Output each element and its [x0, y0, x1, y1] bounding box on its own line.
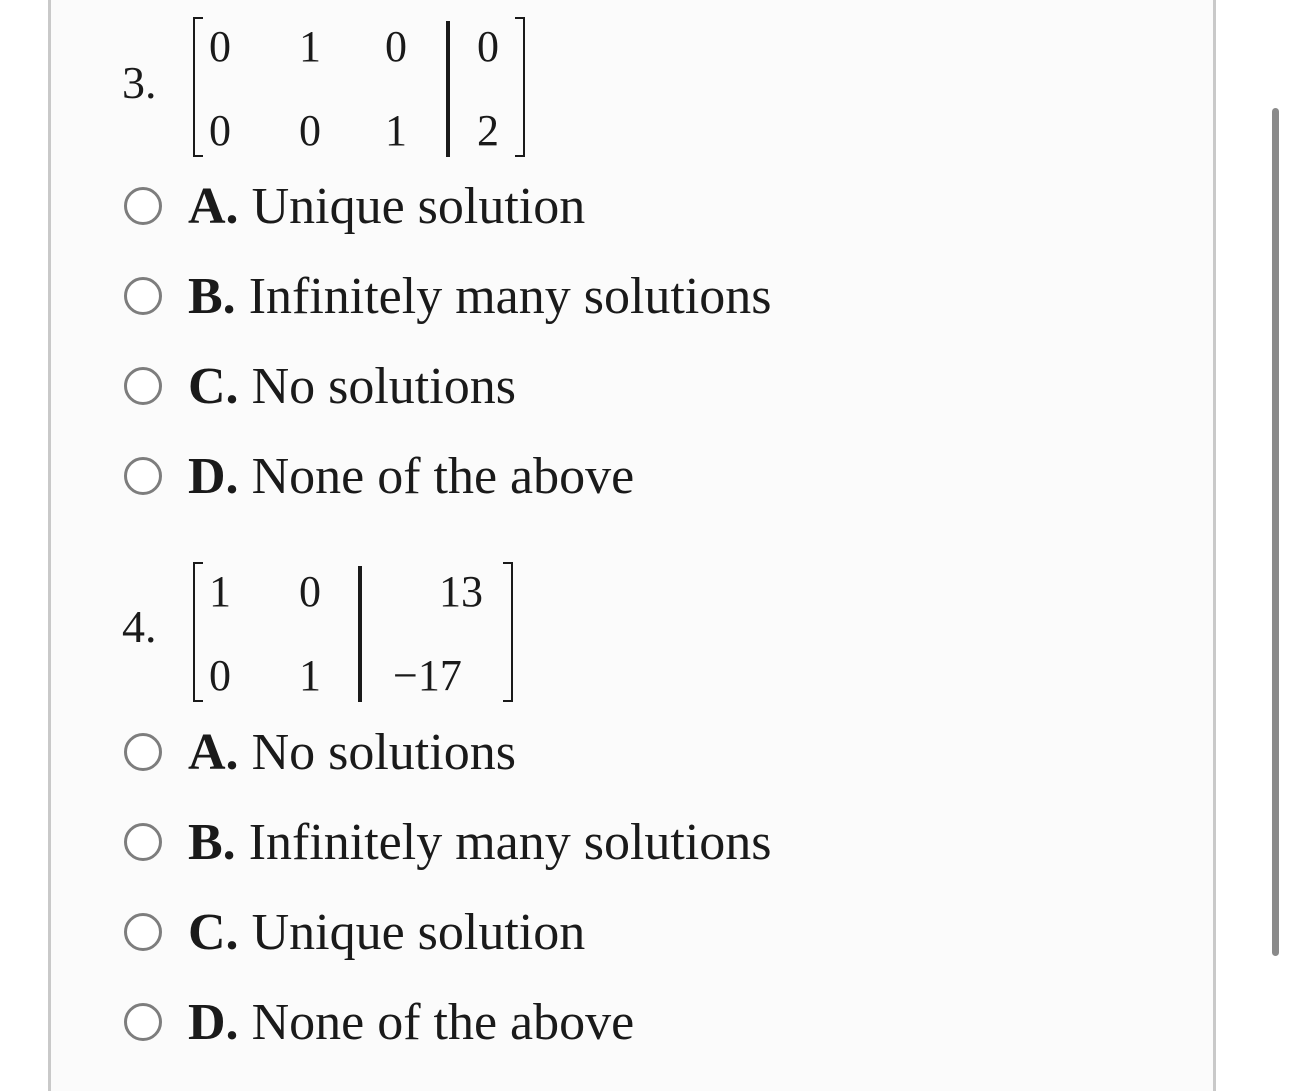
- matrix-augmented-cell: 0: [477, 22, 499, 71]
- question-4-augmented-matrix: [193, 562, 513, 702]
- question-4-number: 4.: [122, 601, 157, 652]
- question-3-option-a[interactable]: [124, 176, 585, 236]
- matrix-left-bracket: [193, 562, 203, 702]
- radio-button[interactable]: [124, 823, 162, 861]
- option-text: Infinitely many solutions: [248, 267, 772, 325]
- matrix-cell: 1: [209, 567, 231, 616]
- question-3-option-c[interactable]: [124, 356, 516, 416]
- radio-button[interactable]: [124, 733, 162, 771]
- matrix-cell: 0: [209, 106, 231, 155]
- matrix-left-bracket: [193, 17, 203, 157]
- radio-button[interactable]: [124, 913, 162, 951]
- option-letter: C.: [188, 357, 239, 415]
- question-4-option-c[interactable]: [124, 902, 585, 962]
- option-letter: D.: [188, 447, 239, 505]
- matrix-cell: 0: [299, 567, 321, 616]
- option-text: No solutions: [251, 723, 516, 781]
- option-letter: B.: [188, 267, 236, 325]
- matrix-augmented-cell: 2: [477, 106, 499, 155]
- question-4-option-d[interactable]: [124, 992, 634, 1052]
- question-4-option-b[interactable]: [124, 812, 772, 872]
- option-text: None of the above: [251, 447, 635, 505]
- option-text: Unique solution: [251, 177, 586, 235]
- matrix-right-bracket: [503, 562, 513, 702]
- radio-button[interactable]: [124, 367, 162, 405]
- matrix-cell: 1: [299, 651, 321, 700]
- option-letter: D.: [188, 993, 239, 1051]
- radio-button[interactable]: [124, 457, 162, 495]
- radio-button[interactable]: [124, 1003, 162, 1041]
- augment-divider: [358, 566, 362, 702]
- radio-button[interactable]: [124, 277, 162, 315]
- matrix-augmented-cell: 13: [439, 567, 483, 616]
- question-3-augmented-matrix: [193, 17, 525, 157]
- option-letter: A.: [188, 177, 239, 235]
- matrix-cell: 0: [385, 22, 407, 71]
- option-letter: B.: [188, 813, 236, 871]
- matrix-augmented-cell: −17: [393, 651, 462, 700]
- scrollbar-thumb[interactable]: [1272, 108, 1279, 956]
- question-3-number: 3.: [122, 57, 157, 108]
- question-3-option-b[interactable]: [124, 266, 772, 326]
- matrix-cell: 0: [209, 22, 231, 71]
- option-text: No solutions: [251, 357, 516, 415]
- matrix-cell: 0: [209, 651, 231, 700]
- option-text: None of the above: [251, 993, 635, 1051]
- question-3-option-d[interactable]: [124, 446, 634, 506]
- option-text: Unique solution: [251, 903, 586, 961]
- matrix-right-bracket: [515, 17, 525, 157]
- matrix-cell: 1: [385, 106, 407, 155]
- question-4-option-a[interactable]: [124, 722, 516, 782]
- matrix-cell: 1: [299, 22, 321, 71]
- augment-divider: [446, 21, 450, 157]
- matrix-cell: 0: [299, 106, 321, 155]
- radio-button[interactable]: [124, 187, 162, 225]
- option-letter: A.: [188, 723, 239, 781]
- option-text: Infinitely many solutions: [248, 813, 772, 871]
- option-letter: C.: [188, 903, 239, 961]
